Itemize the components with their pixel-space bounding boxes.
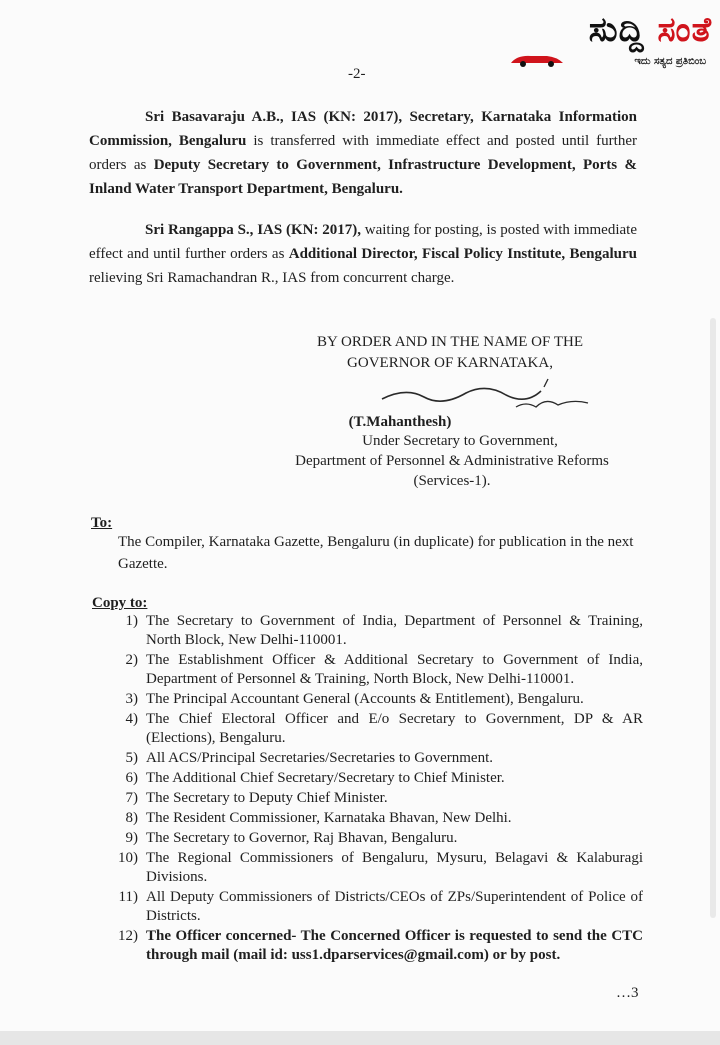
signatory-designation-1: Under Secretary to Government,: [362, 433, 558, 449]
car-icon: [507, 50, 567, 68]
logo-tagline: ಇದು ಸತ್ಯದ ಪ್ರತಿಬಿಂಬ: [634, 56, 706, 67]
signatory-name: (T.Mahanthesh): [348, 414, 452, 430]
paragraph-1-bold-1: Sri Basavaraju A.B., IAS (KN: 2017), Secretary, Karnataka Information Commission, Bengaluru: [89, 109, 637, 149]
signatory-designation-3: (Services-1).: [413, 473, 491, 489]
order-line-2: GOVERNOR OF KARNATAKA,: [347, 355, 553, 371]
paragraph-2-bold-1: Sri Rangappa S., IAS (KN: 2017),: [145, 222, 361, 238]
list-text: The Resident Commissioner, Karnataka Bhavan, New Delhi.: [146, 810, 512, 826]
list-text: The Officer concerned- The Concerned Officer is requested to send the CTC through mail (mail id: uss1.dparservices@gmail.com) or by post.: [146, 928, 643, 963]
paragraph-2-bold-2: Additional Director, Fiscal Policy Institute, Bengaluru: [288, 246, 637, 262]
bottom-edge: [0, 1031, 720, 1045]
list-item: [98, 829, 643, 848]
list-item: [98, 789, 643, 808]
paragraph-2-text-2: relieving Sri Ramachandran R., IAS from concurrent charge.: [89, 270, 455, 286]
to-recipient: The Compiler, Karnataka Gazette, Bengaluru (in duplicate) for publication in the next Gazette.: [118, 534, 634, 572]
scrollbar[interactable]: [710, 318, 716, 918]
list-text: The Secretary to Governor, Raj Bhavan, Bengaluru.: [146, 830, 458, 846]
list-number: 2): [125, 652, 138, 668]
signatory-designation-2: Department of Personnel & Administrative Reforms: [295, 453, 609, 469]
list-text: The Secretary to Government of India, Department of Personnel & Training, North Block, New Delhi-110001.: [146, 613, 643, 648]
list-text: The Secretary to Deputy Chief Minister.: [146, 790, 388, 806]
list-number: 11): [118, 889, 138, 905]
to-label: To:: [91, 515, 113, 531]
copy-to-label: Copy to:: [92, 595, 148, 611]
list-text: The Additional Chief Secretary/Secretary to Chief Minister.: [146, 770, 505, 786]
paragraph-1-text-1: is transferred with immediate effect and posted until further orders as: [89, 133, 637, 173]
list-item: [98, 888, 643, 926]
list-text: The Principal Accountant General (Accounts & Entitlement), Bengaluru.: [146, 691, 584, 707]
list-item: [98, 651, 643, 689]
list-number: 12): [118, 928, 138, 944]
list-item: [98, 690, 643, 709]
sudhi-sante-logo: [507, 10, 712, 72]
list-number: 6): [125, 770, 138, 786]
list-text: The Regional Commissioners of Bengaluru, Mysuru, Belagavi & Kalaburagi Divisions.: [146, 850, 643, 885]
list-item: [98, 749, 643, 768]
list-item: [98, 927, 643, 965]
paragraph-1-bold-2: Deputy Secretary to Government, Infrastructure Development, Ports & Inland Water Transport Department, Bengaluru.: [89, 157, 637, 197]
page-number: -2-: [348, 66, 366, 82]
list-number: 1): [125, 613, 138, 629]
list-item: [98, 612, 643, 650]
list-number: 9): [125, 830, 138, 846]
logo-word-1: ಸುದ್ದಿ: [588, 10, 645, 50]
list-text: The Chief Electoral Officer and E/o Secretary to Government, DP & AR (Elections), Bengaluru.: [146, 711, 643, 746]
list-number: 5): [125, 750, 138, 766]
logo-wordmark: [589, 10, 712, 50]
list-number: 8): [125, 810, 138, 826]
paragraph-transfer-1: [89, 105, 637, 201]
list-number: 10): [118, 850, 138, 866]
list-item: [98, 769, 643, 788]
handwritten-signature: [376, 377, 606, 415]
list-item: [98, 710, 643, 748]
list-number: 7): [125, 790, 138, 806]
list-text: All ACS/Principal Secretaries/Secretaries to Government.: [146, 750, 493, 766]
order-line-1: BY ORDER AND IN THE NAME OF THE: [317, 334, 583, 350]
list-item: [98, 809, 643, 828]
paragraph-2-text-1: waiting for posting, is posted with immediate effect and until further orders as: [89, 222, 637, 262]
paragraph-transfer-2: [89, 218, 637, 290]
copy-to-list: [98, 612, 643, 966]
list-text: All Deputy Commissioners of Districts/CEOs of ZPs/Superintendent of Police of Districts.: [146, 889, 643, 924]
logo-word-2: ಸಂತೆ: [657, 10, 712, 50]
list-item: [98, 849, 643, 887]
list-number: 4): [125, 711, 138, 727]
list-number: 3): [125, 691, 138, 707]
list-text: The Establishment Officer & Additional Secretary to Government of India, Department of Personnel & Training, North Block, New Delhi-110001.: [146, 652, 643, 687]
continuation-marker: …3: [616, 985, 639, 1001]
